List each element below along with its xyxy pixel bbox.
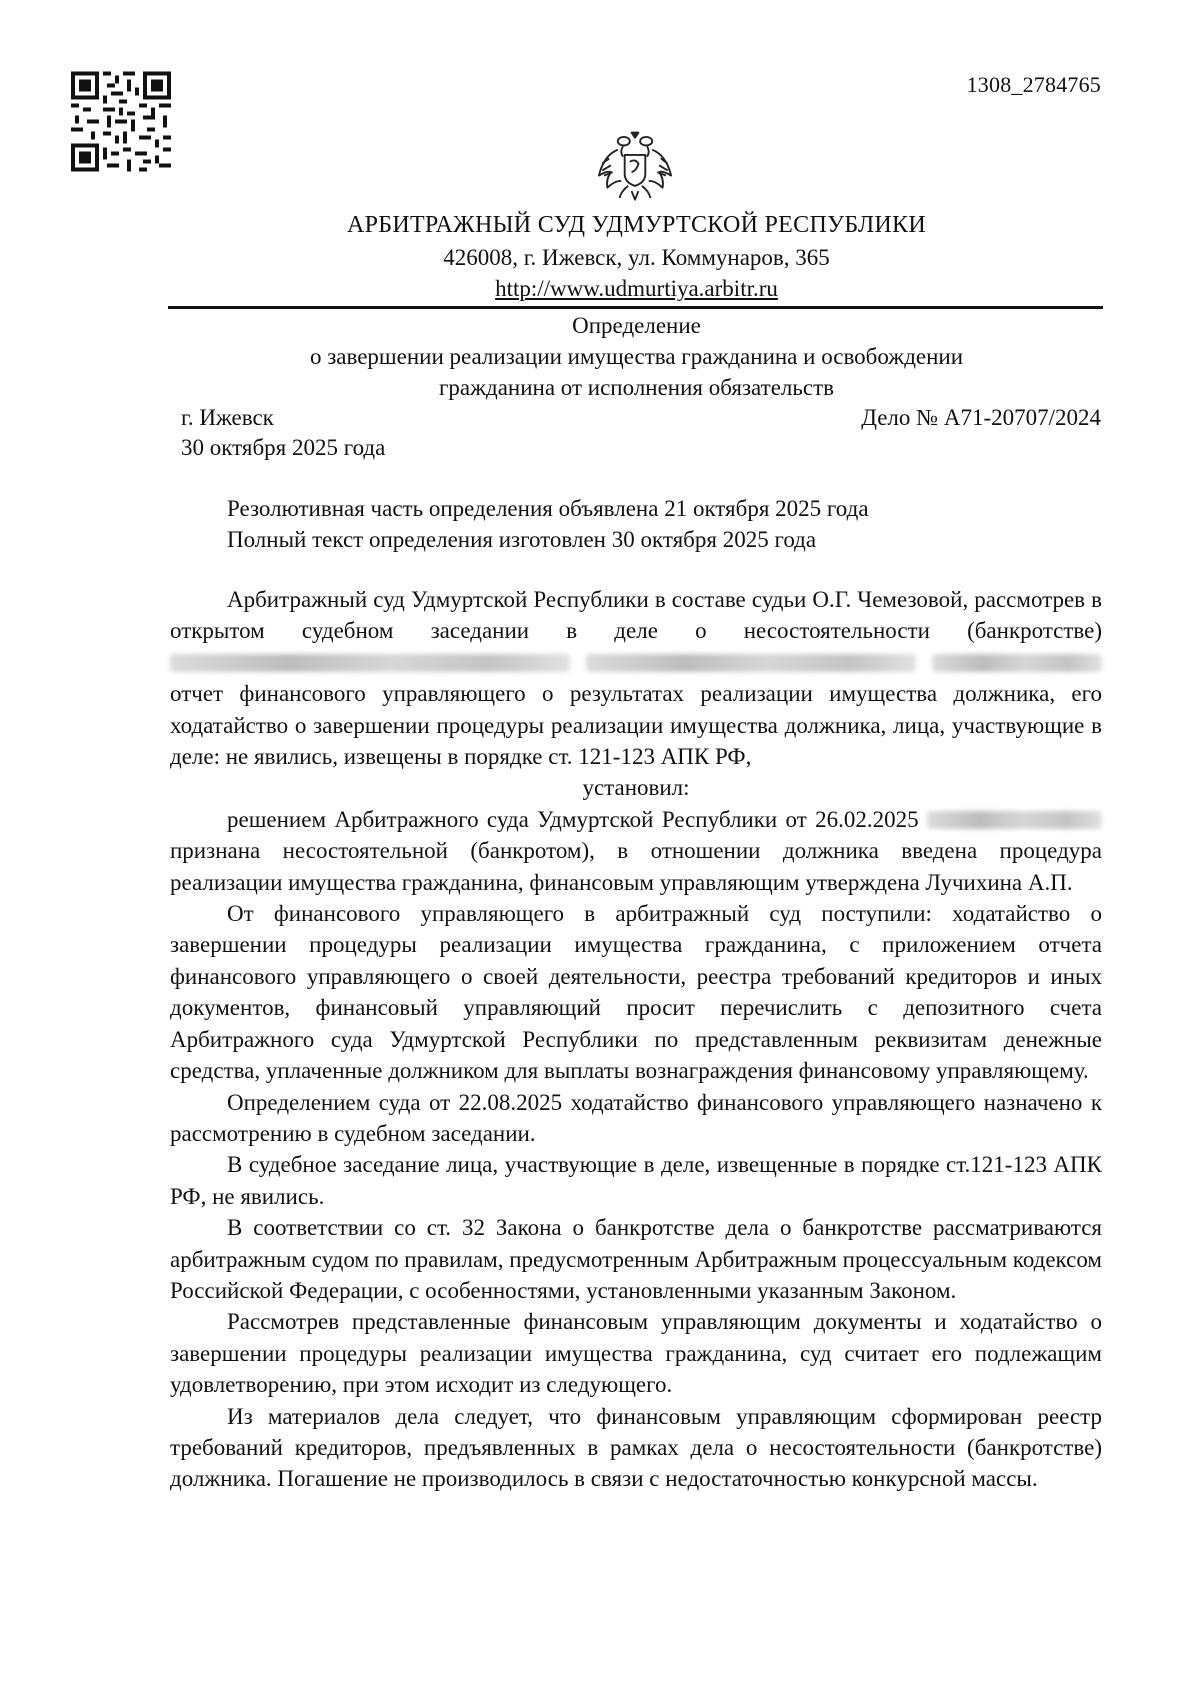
court-address: 426008, г. Ижевск, ул. Коммунаров, 365	[443, 245, 830, 270]
case-number: Дело № А71-20707/2024	[861, 405, 1101, 430]
paragraph-1-start: Арбитражный суд Удмуртской Республики в составе судьи О.Г. Чемезовой, рассмотрев в открытом судебном заседании в деле о несостоятельности (банкротстве)	[170, 587, 1102, 644]
resolution-announced: Резолютивная часть определения объявлена 21 октября 2025 года	[227, 496, 869, 521]
coat-of-arms-icon	[592, 124, 678, 210]
established-heading: установил:	[582, 775, 690, 801]
paragraph-3: От финансового управляющего в арбитражный суд поступили: ходатайство о завершении процедуры реализации имущества гражданина, с приложением отчета финансового управляющего о своей деятельности, реестра требований кредиторов и иных документов, финансовый управляющий просит перечислить с депозитного счета Арбитражного суда Удмуртской Республики по представленным реквизитам денежные средства, уплаченные должником для выплаты вознаграждения финансовому управляющему.	[170, 901, 1102, 1084]
document-subtitle-line-2: гражданина от исполнения обязательств	[438, 375, 835, 400]
paragraph-2-end: признана несостоятельной (банкротом), в отношении должника введена процедура реализации имущества гражданина, финансовым управляющим утверждена Лучихина А.П.	[170, 838, 1102, 895]
document-body	[170, 584, 1102, 1495]
paragraph-5: В судебное заседание лица, участвующие в деле, извещенные в порядке ст.121-123 АПК РФ, не явились.	[170, 1152, 1102, 1209]
paragraph-7: Рассмотрев представленные финансовым управляющим документы и ходатайство о завершении процедуры реализации имущества гражданина, суд считает его подлежащим удовлетворению, при этом исходит из следующего.	[170, 1309, 1102, 1398]
full-text-prepared: Полный текст определения изготовлен 30 октября 2025 года	[227, 527, 817, 552]
redacted-debtor-details-cont	[932, 654, 1102, 672]
paragraph-1	[170, 584, 1102, 772]
header-divider	[168, 306, 1103, 309]
paragraph-8: Из материалов дела следует, что финансовым управляющим сформирован реестр требований кредиторов, предъявленных в рамках дела о несостоятельности (банкротстве) должника. Погашение не производилось в связи с недостаточностью конкурсной массы.	[170, 1403, 1102, 1492]
document-number: 1308_2784765	[966, 72, 1101, 97]
document-date: 30 октября 2025 года	[181, 435, 386, 460]
paragraph-6: В соответствии со ст. 32 Закона о банкротстве дела о банкротстве рассматриваются арбитражным судом по правилам, предусмотренным Арбитражным процессуальным кодексом Российской Федерации, с особенностями, установленными указанным Законом.	[170, 1215, 1102, 1303]
city: г. Ижевск	[181, 405, 274, 430]
paragraph-4: Определением суда от 22.08.2025 ходатайство финансового управляющего назначено к рассмотрению в судебном заседании.	[170, 1089, 1102, 1146]
document-title: Определение	[572, 313, 701, 338]
court-name: АРБИТРАЖНЫЙ СУД УДМУРТСКОЙ РЕСПУБЛИКИ	[346, 212, 926, 238]
court-website-link[interactable]: http://www.udmurtiya.arbitr.ru	[495, 276, 778, 301]
redacted-debtor-name	[170, 654, 570, 672]
redacted-debtor-details	[586, 654, 916, 672]
paragraph-1-end: отчет финансового управляющего о результатах реализации имущества должника, его ходатайство о завершении процедуры реализации имущества должника, лица, участвующие в деле: не явились, извещены в порядке ст. 121-123 АПК РФ,	[170, 681, 1102, 770]
paragraph-2	[170, 804, 1102, 898]
paragraph-2-start: решением Арбитражного суда Удмуртской Республики от 26.02.2025	[227, 806, 919, 832]
document-subtitle-line-1: о завершении реализации имущества гражданина и освобождении	[309, 344, 964, 369]
qr-code-icon	[71, 71, 171, 172]
redacted-debtor-short-name	[927, 811, 1102, 829]
